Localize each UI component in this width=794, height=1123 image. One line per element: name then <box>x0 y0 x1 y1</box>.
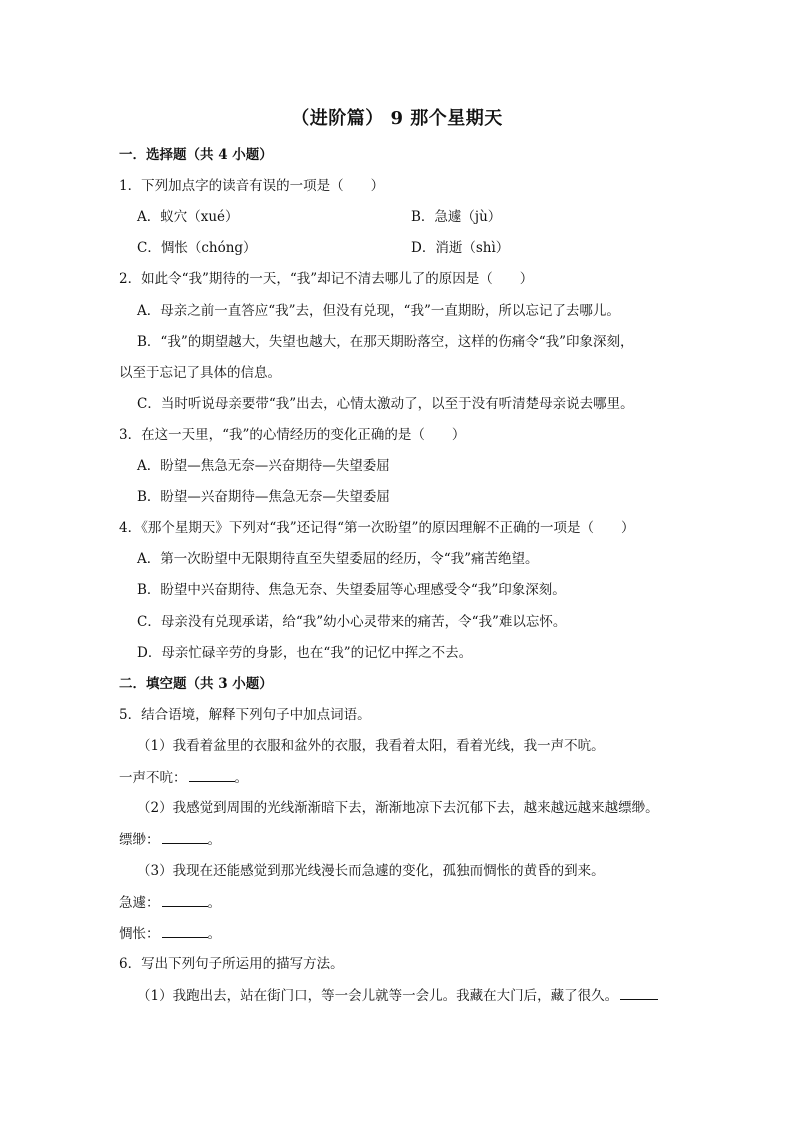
q5-answer-1 <box>119 767 248 788</box>
q4-option-d: D．母亲忙碌辛劳的身影，也在“我”的记忆中挥之不去。 <box>137 645 473 661</box>
q5-sentence-2: （2）我感觉到周围的光线渐渐暗下去，渐渐地凉下去沉郁下去，越来越远越来越缥缈。 <box>137 800 659 816</box>
q5-answer-2 <box>119 829 221 850</box>
q5-answer-3a <box>119 892 221 913</box>
section2-heading: 二．填空题（共 3 小题） <box>119 676 273 692</box>
q3-option-b: B．盼望—兴奋期待—焦急无奈—失望委屈 <box>137 489 390 505</box>
q1-option-b: B．急遽（jù） <box>411 209 502 225</box>
q5-term-1: 一声不吭： <box>119 770 187 786</box>
q1-option-c: C．惆怅（chóng） <box>137 240 257 256</box>
q2-option-b-line1: B．“我”的期望越大，失望也越大，在那天期盼落空，这样的伤痛令“我”印象深刻， <box>137 334 634 350</box>
answer-blank[interactable] <box>620 985 658 1000</box>
q2-option-c: C．当时听说母亲要带“我”出去，心情太激动了，以至于没有听清楚母亲说去哪里。 <box>137 396 634 412</box>
q6-sentence-1-text: （1）我跑出去，站在街门口，等一会儿就等一会儿。我藏在大门后，藏了很久。 <box>137 988 619 1004</box>
answer-blank[interactable] <box>162 923 208 938</box>
page-title: （进阶篇） 9 那个星期天 <box>291 108 503 129</box>
q4-option-a: A．第一次盼望中无限期待直至失望委屈的经历，令“我”痛苦绝望。 <box>137 551 539 567</box>
q5-term-3b: 惆怅： <box>119 926 160 942</box>
q4-option-c: C．母亲没有兑现承诺，给“我”幼小心灵带来的痛苦，令“我”难以忘怀。 <box>137 614 567 630</box>
answer-blank[interactable] <box>162 829 208 844</box>
q5-answer-3b <box>119 923 221 944</box>
q2-option-b-line2: 以至于忘记了具体的信息。 <box>119 365 281 381</box>
q4-option-b: B．盼望中兴奋期待、焦急无奈、失望委屈等心理感受令“我”印象深刻。 <box>137 582 566 598</box>
end-mark: 。 <box>207 895 221 911</box>
q5-term-2: 缥缈： <box>119 832 160 848</box>
q2-stem: 2．如此令“我”期待的一天，“我”却记不清去哪儿了的原因是（ ） <box>119 271 534 287</box>
q5-term-3a: 急遽： <box>119 895 160 911</box>
q1-stem: 1．下列加点字的读音有误的一项是（ ） <box>119 178 385 194</box>
answer-blank[interactable] <box>189 767 235 782</box>
q1-option-a: A．蚁穴（xué） <box>137 209 239 225</box>
q5-sentence-1: （1）我看着盆里的衣服和盆外的衣服，我看着太阳，看着光线，我一声不吭。 <box>137 738 605 754</box>
q5-sentence-3: （3）我现在还能感觉到那光线漫长而急遽的变化，孤独而惆怅的黄昏的到来。 <box>137 863 605 879</box>
end-mark: 。 <box>234 770 248 786</box>
q4-stem: 4．《那个星期天》下列对“我”还记得“第一次盼望”的原因理解不正确的一项是（ ） <box>119 520 635 536</box>
q3-option-a: A．盼望—焦急无奈—兴奋期待—失望委屈 <box>137 458 390 474</box>
q6-stem: 6．写出下列句子所运用的描写方法。 <box>119 956 344 972</box>
section1-heading: 一．选择题（共 4 小题） <box>119 147 273 163</box>
q1-option-d: D．消逝（shì） <box>411 240 510 256</box>
q5-stem: 5．结合语境，解释下列句子中加点词语。 <box>119 707 371 723</box>
answer-blank[interactable] <box>162 892 208 907</box>
end-mark: 。 <box>207 926 221 942</box>
q6-sentence-1 <box>137 985 658 1006</box>
q3-stem: 3．在这一天里，“我”的心情经历的变化正确的是（ ） <box>119 427 466 443</box>
end-mark: 。 <box>207 832 221 848</box>
q2-option-a: A．母亲之前一直答应“我”去，但没有兑现，“我”一直期盼，所以忘记了去哪儿。 <box>137 303 620 319</box>
